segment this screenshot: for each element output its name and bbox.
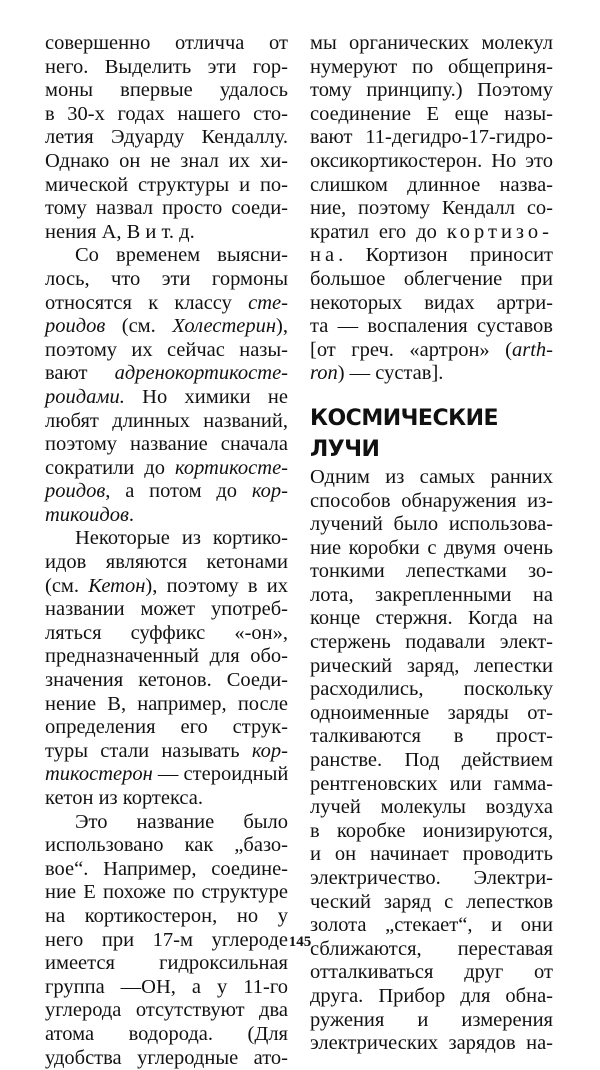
text-line: Некоторые из кортико- <box>75 527 288 550</box>
text-line <box>310 339 553 363</box>
emphasized-term: кор- <box>251 739 288 762</box>
text-line: атома водорода. (Для <box>45 1022 288 1045</box>
text-line: лось, что эти гормоны <box>45 267 288 290</box>
text-run: относятся к классу <box>45 291 249 314</box>
text-line: расходились, поскольку <box>310 678 553 701</box>
text-line: идов являются кетонами <box>45 551 288 574</box>
text-line: электрических зарядов на- <box>310 1032 553 1055</box>
text-line: талкиваются в прост- <box>310 725 553 748</box>
text-line: ние Е похоже по структуре <box>45 881 288 904</box>
text-line: и он начинает проводить <box>310 843 553 866</box>
emphasized-term: роидами. <box>45 385 125 408</box>
text-line: летия Эдуарду Кендаллу. <box>45 126 288 149</box>
right-column <box>310 32 553 1056</box>
foreign-term: ron <box>310 362 338 385</box>
heading-line: КОСМИЧЕСКИЕ <box>310 405 499 431</box>
paragraph-steroids <box>45 244 288 527</box>
text-line: поэтому их сейчас назы- <box>45 338 288 361</box>
text-line: Это название было <box>75 810 288 833</box>
emphasized-term: тикостерон <box>45 763 153 786</box>
text-line: мической структуры и по- <box>45 173 288 196</box>
text-line: ранстве. Под действием <box>310 749 553 772</box>
text-run: (см. <box>105 315 173 338</box>
left-column <box>45 32 288 1070</box>
paragraph-cortisone <box>310 32 553 386</box>
foreign-term: arth- <box>512 338 553 361</box>
text-line: значения кетонов. Соеди- <box>45 669 288 692</box>
text-line: кетон из кортекса. <box>45 787 204 809</box>
text-line: тому назвал просто соеди- <box>45 197 288 220</box>
text-run: сократили до <box>45 456 176 479</box>
text-line: сближаются, переставая <box>310 937 553 960</box>
text-line: конце стержня. Когда на <box>310 607 553 630</box>
text-run: туры стали называть <box>45 739 252 762</box>
text-line: оксикортикостерон. Но это <box>310 149 553 172</box>
text-line: лота, закрепленными на <box>310 583 553 606</box>
text-line: та — воспаления суставов <box>310 315 553 338</box>
text-line <box>45 504 288 528</box>
heading-line: ЛУЧИ <box>310 436 380 462</box>
text-line: рический заряд, лепестки <box>310 654 553 677</box>
text-line: Со временем выясни- <box>75 244 288 267</box>
text-line <box>45 315 288 339</box>
text-line <box>310 221 553 245</box>
text-line <box>310 362 553 386</box>
section-heading-cosmic-rays <box>310 403 553 465</box>
text-line: отталкиваться друг от <box>310 961 553 984</box>
emphasized-term: тикоидов <box>45 503 129 526</box>
text-line: ние, поэтому Кендалл со- <box>310 197 553 220</box>
text-line <box>45 362 288 386</box>
paragraph-hormones-isolation <box>45 32 288 244</box>
text-line: мы органических молекул <box>310 32 553 54</box>
text-line: нение В, например, после <box>45 692 288 715</box>
text-line: способов обнаружения из- <box>310 489 553 512</box>
text-line: некоторых видах артри- <box>310 291 553 314</box>
text-line: рентгеновских или гамма- <box>310 772 553 795</box>
text-line: на кортикостерон, но у <box>45 904 288 927</box>
text-run: ), <box>276 315 288 338</box>
text-line: в 30-х годах нашего сто- <box>45 102 288 125</box>
emphasized-term: кор- <box>251 480 288 503</box>
text-run: — стероидный <box>152 763 289 786</box>
text-line: удобства углеродные ато- <box>45 1046 288 1069</box>
text-line: ческий заряд с лепестков <box>310 890 553 913</box>
text-line: тонкими лепестками зо- <box>310 560 553 583</box>
cross-reference-link-ketone: Кетон <box>88 574 146 597</box>
text-line: Однако он не знал их хи- <box>45 149 288 172</box>
text-line: него. Выделить эти гор- <box>45 55 288 78</box>
text-line: одноименные заряды от- <box>310 701 553 724</box>
page-number: 145 <box>288 934 312 950</box>
text-line: имеется гидроксильная <box>45 952 288 975</box>
text-run: вают <box>45 362 115 385</box>
text-line: поэтому название сначала <box>45 433 288 456</box>
paragraph-electroscope <box>310 466 553 1056</box>
text-line: лучений было использова- <box>310 513 553 536</box>
text-line <box>45 292 288 316</box>
text-line: вают 11-дегидро-17-гидро- <box>310 126 553 149</box>
text-run: Но химики не <box>124 385 288 408</box>
text-run: . Кортизон приносит <box>338 244 553 267</box>
text-line: ние коробки с двумя очень <box>310 536 553 559</box>
text-line: углерода отсутствуют два <box>45 999 288 1022</box>
text-line: совершенно отличча от <box>45 32 288 54</box>
text-line <box>45 480 288 504</box>
emphasized-term: роидов <box>45 480 106 503</box>
text-run: , а потом до <box>105 480 252 503</box>
text-line <box>45 763 288 787</box>
text-line <box>310 244 553 268</box>
cross-reference-term: роидов <box>45 315 106 338</box>
text-line: ружения и измерения <box>310 1008 553 1031</box>
text-line: золота „стекает“, и они <box>310 914 553 937</box>
text-line: предназначенный для обо- <box>45 645 288 668</box>
text-line: лучей молекулы воздуха <box>310 796 553 819</box>
text-run: ) — сустав]. <box>337 362 444 385</box>
text-line: любят длинных названий, <box>45 409 288 432</box>
text-line <box>45 740 288 764</box>
spaced-term-cortisone: кортизо- <box>446 220 553 243</box>
text-run: [от греч. «артрон» ( <box>310 338 512 361</box>
text-line: вое“. Например, соедине- <box>45 857 288 880</box>
text-line: большое облегчение при <box>310 267 553 290</box>
text-line: друга. Прибор для обна- <box>310 984 553 1007</box>
text-line: соединение Е еще назы- <box>310 102 553 125</box>
text-run: ), поэтому в их <box>145 574 288 597</box>
emphasized-term: кортикосте- <box>175 456 288 479</box>
text-line: электричество. Электри- <box>310 867 553 889</box>
text-run: . <box>128 503 135 526</box>
text-line: нумеруют по общеприня- <box>310 55 553 78</box>
text-line: названии может употреб- <box>45 598 288 621</box>
text-line: группа —ОН, а у 11-го <box>45 975 288 998</box>
text-line: Одним из самых ранних <box>310 465 553 488</box>
text-line: нения А, В и т. д. <box>45 220 195 243</box>
paragraph-ketones <box>45 527 288 810</box>
text-line <box>45 575 288 599</box>
text-line: моны впервые удалось <box>45 79 288 102</box>
text-run: (см. <box>45 574 89 597</box>
text-line: ляться суффикс «-он», <box>45 621 288 644</box>
text-line <box>45 457 288 481</box>
text-line: стержень подавали элект- <box>310 631 553 654</box>
text-line: тому принципу.) Поэтому <box>310 79 553 102</box>
cross-reference-term: сте- <box>248 291 288 314</box>
text-line: в коробке ионизируются, <box>310 819 553 842</box>
emphasized-term: адренокортикосте- <box>114 362 288 385</box>
text-run: кратил его до <box>310 220 447 243</box>
spaced-term-cortisone: на <box>310 244 339 267</box>
text-line: него при 17-м углероде <box>45 928 288 951</box>
text-line: слишком длинное назва- <box>310 173 553 196</box>
text-line: использовано как „базо- <box>45 834 288 857</box>
text-line: определения его струк- <box>45 716 288 739</box>
text-line <box>45 386 288 410</box>
cross-reference-link-cholesterol: Холестерин <box>172 315 277 338</box>
